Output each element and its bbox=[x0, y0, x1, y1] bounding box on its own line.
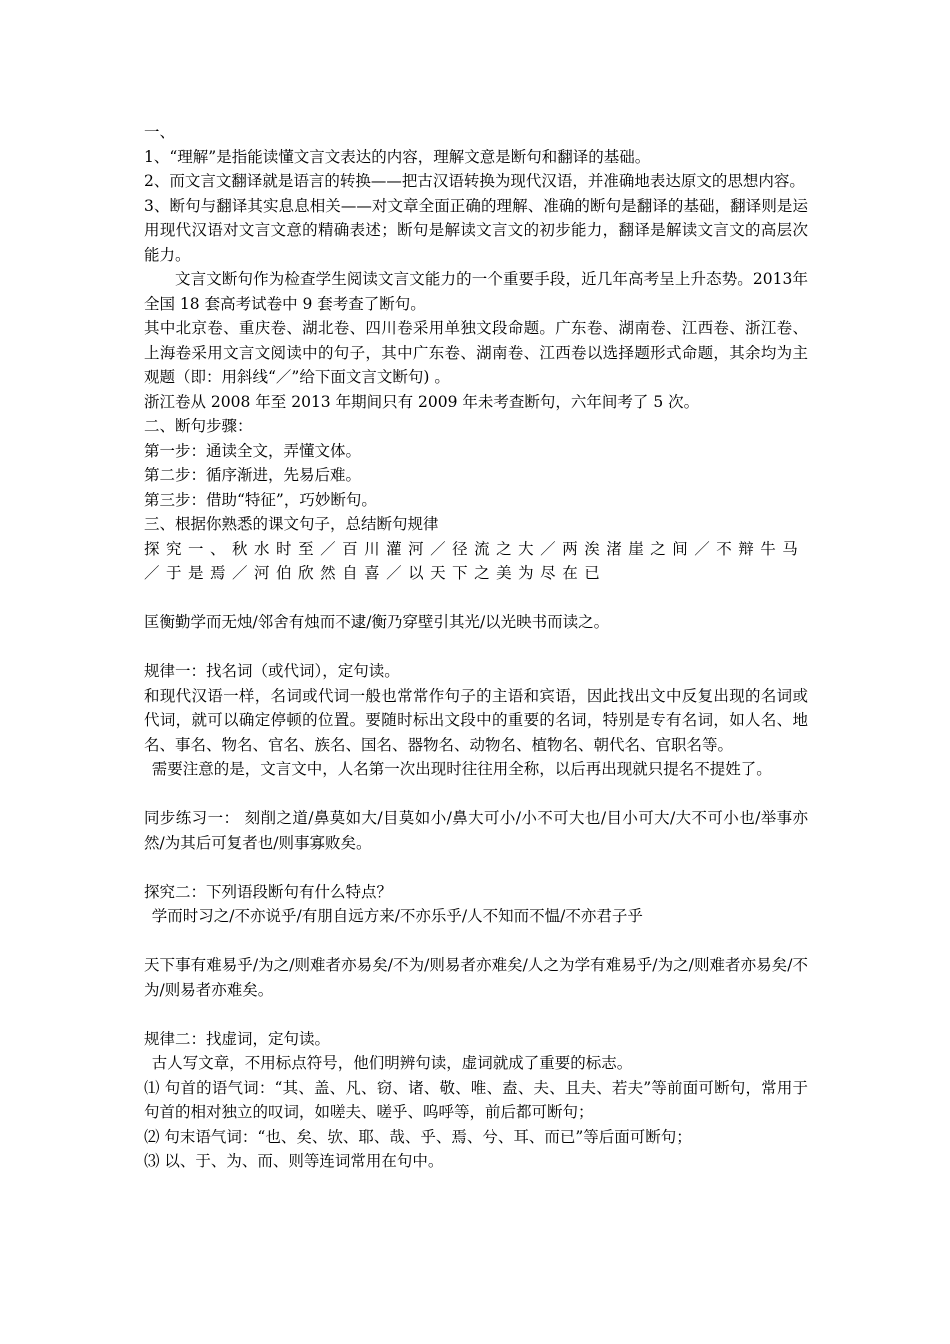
paragraph: 和现代汉语一样，名词或代词一般也常常作句子的主语和宾语，因此找出文中反复出现的名词或代词，就可以确定停顿的位置。要随时标出文段中的重要的名词，特别是专有名词，如人名、地名、事名、物名、官名、族名、国名、器物名、动物名、植物名、朝代名、官职名等。 bbox=[144, 686, 808, 754]
paragraph: 1、“理解”是指能读懂文言文表达的内容，理解文意是断句和翻译的基础。 bbox=[144, 147, 651, 166]
example-sentence: 天下事有难易乎/为之/则难者亦易矣/不为/则易者亦难矣/人之为学有难易乎/为之/则难者亦易矣/不为/则易者亦难矣。 bbox=[144, 956, 808, 999]
step-item: 第一步：通读全文，弄懂文体。 bbox=[144, 441, 362, 460]
blank-line bbox=[144, 586, 808, 611]
section-heading-three: 三、根据你熟悉的课文句子，总结断句规律 bbox=[144, 515, 439, 533]
example-sentence: 匡衡勤学而无烛/邻舍有烛而不逮/衡乃穿壁引其光/以光映书而读之。 bbox=[144, 613, 610, 631]
blank-line bbox=[144, 929, 808, 954]
document-body bbox=[144, 120, 808, 1174]
step-item: 第二步：循序渐进，先易后难。 bbox=[144, 466, 362, 484]
exploration-one-text: 探究一、秋水时至／百川灌河／径流之大／两涘渚崖之间／不辩牛马／于是焉／河伯欣然自喜／以天下之美为尽在已 bbox=[144, 539, 805, 582]
practice-one: 同步练习一： 刻削之道/鼻莫如大/目莫如小/鼻大可小/小不可大也/目小可大/大不可小也/举事亦然/为其后可复者也/则事寡败矣。 bbox=[144, 809, 808, 852]
paragraph: 浙江卷从 2008 年至 2013 年期间只有 2009 年未考查断句，六年间考了 5 次。 bbox=[144, 392, 700, 411]
list-item: ⑵ 句末语气词：“也、矣、欤、耶、哉、乎、焉、兮、耳、而已”等后面可断句； bbox=[144, 1127, 692, 1146]
exploration-two-heading: 探究二：下列语段断句有什么特点？ bbox=[144, 882, 393, 901]
list-item: ⑶ 以、于、为、而、则等连词常用在句中。 bbox=[144, 1152, 444, 1170]
paragraph: 2、而文言文翻译就是语言的转换——把古汉语转换为现代汉语，并准确地表达原文的思想内容。 bbox=[144, 172, 805, 190]
paragraph: 需要注意的是，文言文中，人名第一次出现时往往用全称，以后再出现就只提名不提姓了。 bbox=[151, 760, 772, 778]
section-heading-one: 一、 bbox=[144, 123, 176, 141]
list-item: ⑴ 句首的语气词：“其、盖、凡、窃、诸、敬、唯、盍、夫、且夫、若夫”等前面可断句，常用于句首的相对独立的叹词，如嗟夫、嗟乎、呜呼等，前后都可断句； bbox=[144, 1078, 808, 1121]
blank-line bbox=[144, 1002, 808, 1027]
paragraph: 古人写文章，不用标点符号，他们明辨句读，虚词就成了重要的标志。 bbox=[151, 1054, 633, 1072]
blank-line bbox=[144, 855, 808, 880]
paragraph: 其中北京卷、重庆卷、湖北卷、四川卷采用单独文段命题。广东卷、湖南卷、江西卷、浙江卷、上海卷采用文言文阅读中的句子，其中广东卷、湖南卷、江西卷以选择题形式命题，其余均为主观题（即：用斜线“／”给下面文言文断句) 。 bbox=[144, 319, 808, 386]
blank-line bbox=[144, 635, 808, 660]
example-sentence: 学而时习之/不亦说乎/有朋自远方来/不亦乐乎/人不知而不愠/不亦君子乎 bbox=[151, 907, 643, 925]
section-heading-two: 二、断句步骤： bbox=[144, 417, 253, 435]
rule-one-heading: 规律一：找名词（或代词），定句读。 bbox=[144, 662, 400, 680]
blank-line bbox=[144, 782, 808, 807]
rule-two-heading: 规律二：找虚词，定句读。 bbox=[144, 1029, 331, 1048]
step-item: 第三步：借助“特征”，巧妙断句。 bbox=[144, 490, 377, 509]
paragraph: 3、断句与翻译其实息息相关——对文章全面正确的理解、准确的断句是翻译的基础，翻译则是运用现代汉语对文言文意的精确表述；断句是解读文言文的初步能力，翻译是解读文言文的高层次能力。 bbox=[144, 196, 808, 264]
paragraph: 文言文断句作为检查学生阅读文言文能力的一个重要手段，近几年高考呈上升态势。2013年全国 18 套高考试卷中 9 套考查了断句。 bbox=[144, 270, 808, 313]
